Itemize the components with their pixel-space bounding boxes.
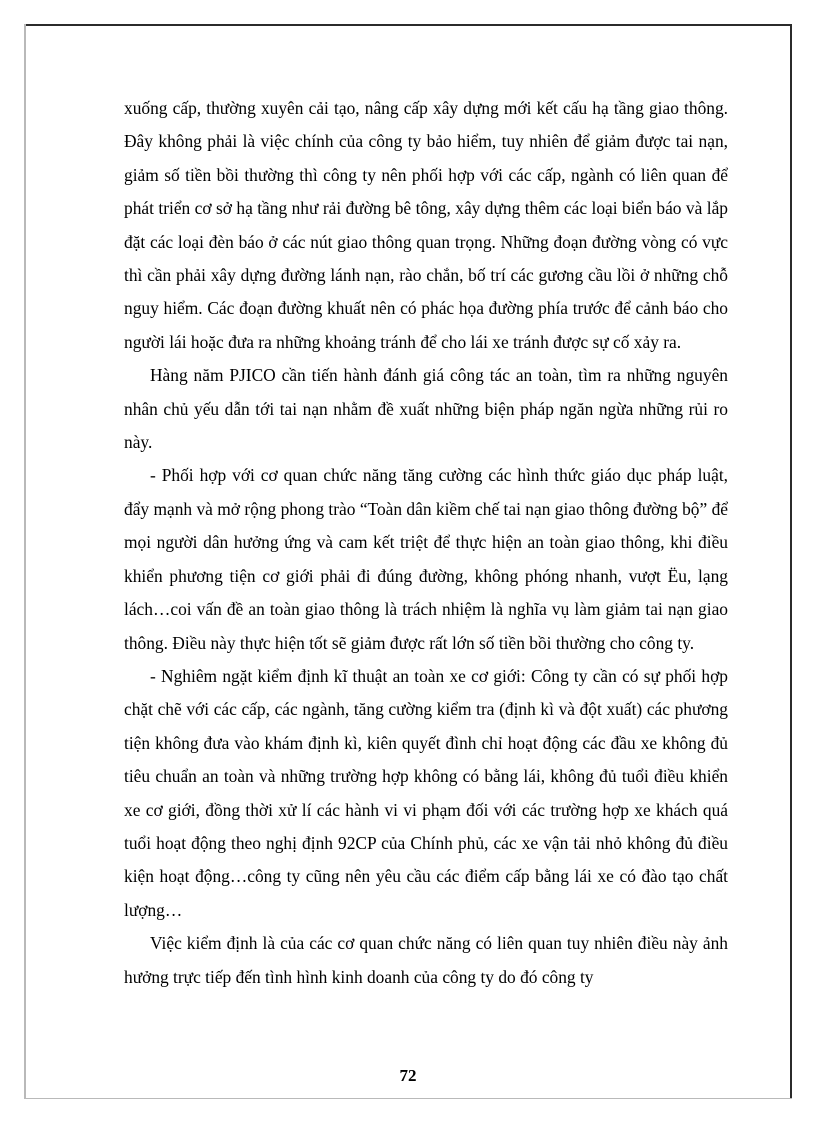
page-number: 72 xyxy=(399,1066,417,1085)
page-border-right xyxy=(790,24,792,1099)
page-border-top xyxy=(24,24,792,26)
paragraph-vehicle-inspection: - Nghiêm ngặt kiểm định kĩ thuật an toàn xe cơ giới: Công ty cần có sự phối hợp chặt chẽ với các cấp, các ngành, tăng cường kiểm tra (định kì và đột xuất) các phương tiện không đưa vào khám định kì, kiên quyết đình chỉ hoạt động các đầu xe không đủ tiêu chuẩn an toàn và những trường hợp không có bằng lái, không đủ tuổi điều khiển xe cơ giới, đồng thời xử lí các hành vi vi phạm đối với các trường hợp xe khách quá tuổi hoạt động theo nghị định 92CP của Chính phủ, các xe vận tải nhỏ không đủ điều kiện hoạt động…công ty cũng nên yêu cầu các điểm cấp bằng lái xe có đào tạo chất lượng… xyxy=(124,665,728,920)
paragraph-legal-education: - Phối hợp với cơ quan chức năng tăng cường các hình thức giáo dục pháp luật, đẩy mạnh và mở rộng phong trào “Toàn dân kiềm chế tai nạn giao thông đường bộ” để mọi người dân hưởng ứng và cam kết triệt để thực hiện an toàn giao thông, khi điều khiển phương tiện cơ giới phải đi đúng đường, không phóng nhanh, vượt Ëu, lạng lách…coi vấn đề an toàn giao thông là trách nhiệm là nghĩa vụ làm giảm tai nạn giao thông. Điều này thực hiện tốt sẽ giảm được rất lớn số tiền bồi thường cho công ty. xyxy=(124,465,728,653)
paragraph-annual-safety-review: Hàng năm PJICO cần tiến hành đánh giá công tác an toàn, tìm ra những nguyên nhân chủ yếu dẫn tới tai nạn nhằm đề xuất những biện pháp ngăn ngừa những rủi ro này. xyxy=(124,365,728,453)
page-border-bottom xyxy=(24,1098,792,1099)
page-border-left xyxy=(24,24,26,1099)
paragraph-inspection-conclusion: Việc kiểm định là của các cơ quan chức năng có liên quan tuy nhiên điều này ảnh hưởng trực tiếp đến tình hình kinh doanh của công ty do đó công ty xyxy=(124,933,728,987)
document-body xyxy=(124,92,728,994)
paragraph-infrastructure: xuống cấp, thường xuyên cải tạo, nâng cấp xây dựng mới kết cấu hạ tầng giao thông. Đây không phải là việc chính của công ty bảo hiểm, tuy nhiên để giảm được tai nạn, giảm số tiền bồi thường thì công ty nên phối hợp với các cấp, ngành có liên quan để phát triển cơ sở hạ tầng như rải đường bê tông, xây dựng thêm các loại biển báo và lắp đặt các loại đèn báo ở các nút giao thông quan trọng. Những đoạn đường vòng có vực thì cần phải xây dựng đường lánh nạn, rào chắn, bố trí các gương cầu lồi ở những chỗ nguy hiểm. Các đoạn đường khuất nên có phác họa đường phía trước để cảnh báo cho người lái hoặc đưa ra những khoảng tránh để cho lái xe tránh được sự cố xảy ra. xyxy=(124,98,728,352)
